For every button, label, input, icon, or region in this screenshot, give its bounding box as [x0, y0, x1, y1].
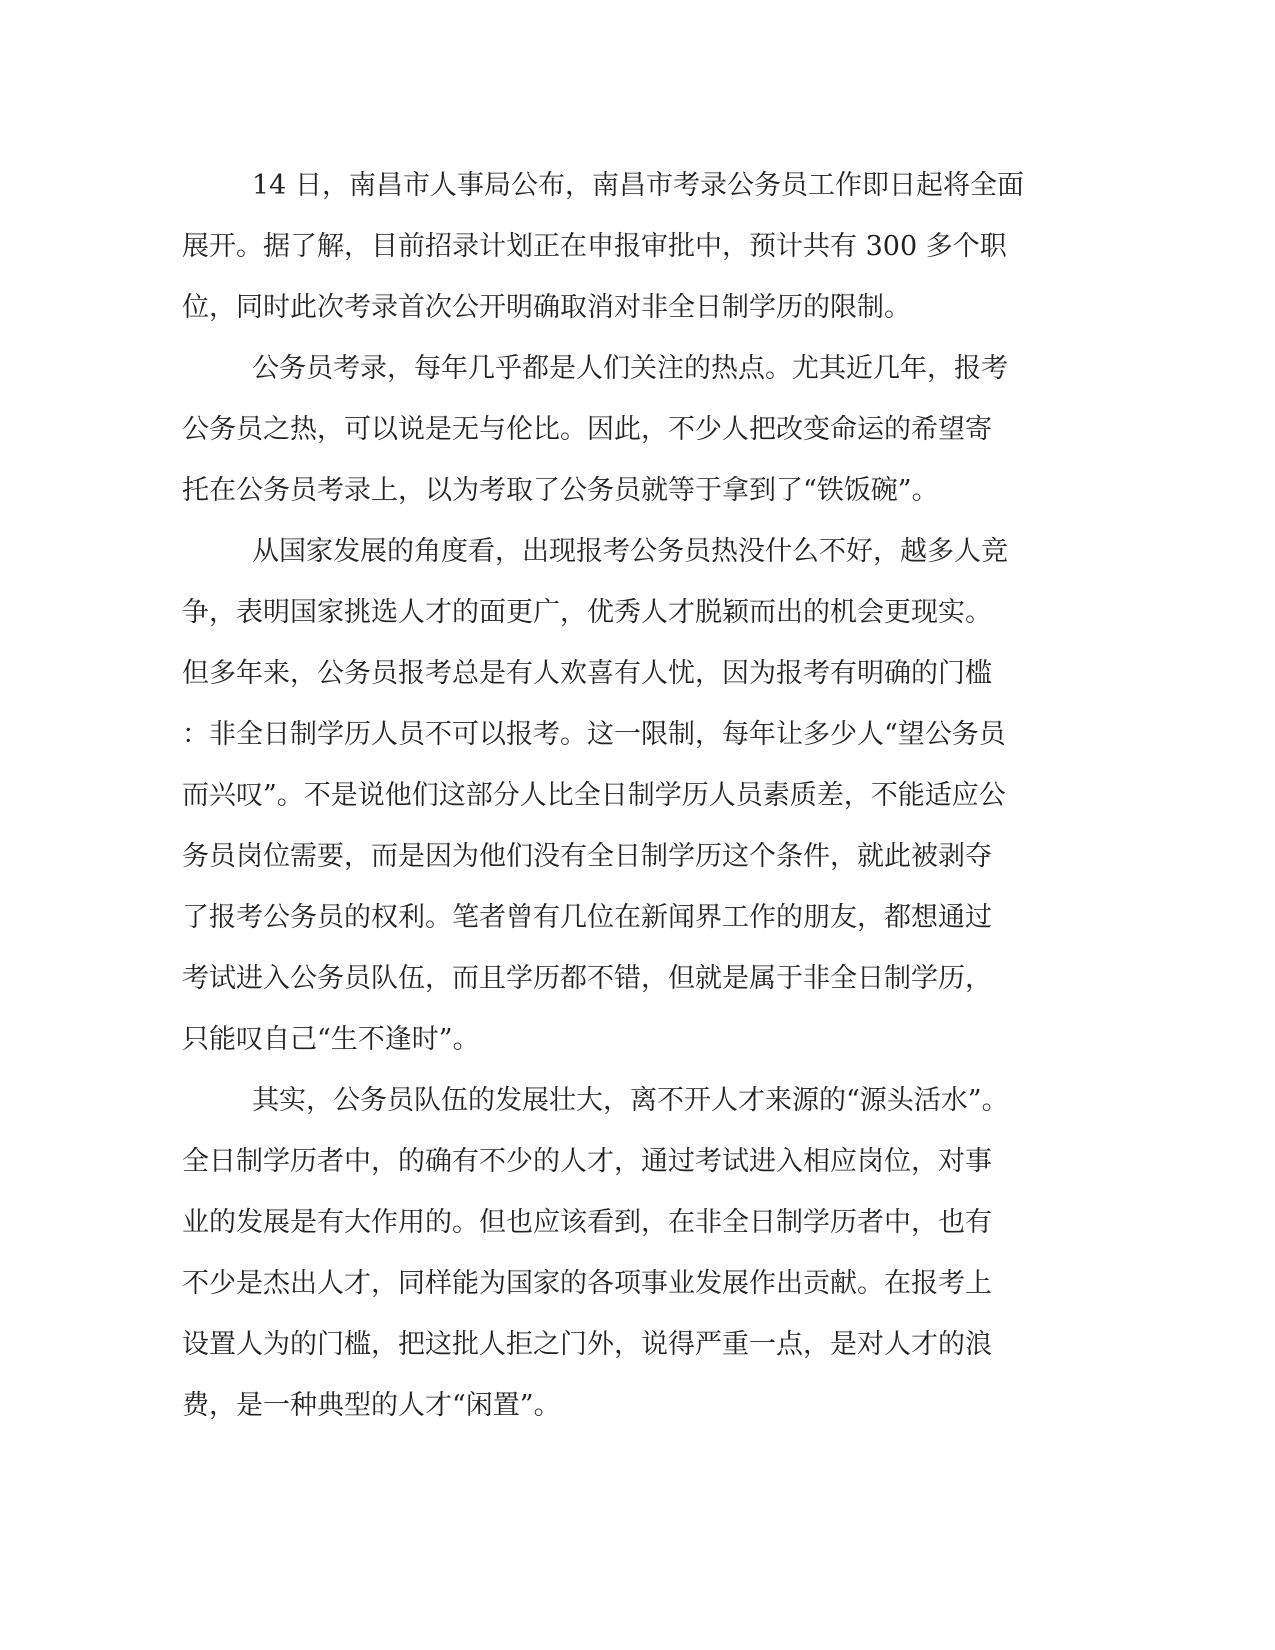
text-line: ：非全日制学历人员不可以报考。这一限制，每年让多少人“望公务员	[182, 719, 1006, 750]
paragraph-2	[182, 338, 1042, 521]
article-body	[182, 155, 1042, 1436]
text-line: 只能叹自己“生不逢时”。	[182, 1024, 480, 1055]
text-line: 业的发展是有大作用的。但也应该看到，在非全日制学历者中，也有	[182, 1207, 992, 1238]
text-line: 公务员之热，可以说是无与伦比。因此，不少人把改变命运的希望寄	[182, 414, 992, 445]
paragraph-1	[182, 155, 1042, 338]
text-line: 了报考公务员的权利。笔者曾有几位在新闻界工作的朋友，都想通过	[182, 902, 992, 933]
text-line: 但多年来，公务员报考总是有人欢喜有人忧，因为报考有明确的门槛	[182, 658, 992, 689]
text-line: 14 日，南昌市人事局公布，南昌市考录公务员工作即日起将全面	[252, 170, 1024, 201]
paragraph-4	[182, 1070, 1042, 1436]
text-line: 而兴叹”。不是说他们这部分人比全日制学历人员素质差，不能适应公	[182, 780, 1006, 811]
text-line: 位，同时此次考录首次公开明确取消对非全日制学历的限制。	[182, 292, 911, 323]
text-line: 不少是杰出人才，同样能为国家的各项事业发展作出贡献。在报考上	[182, 1268, 992, 1299]
text-line: 考试进入公务员队伍，而且学历都不错，但就是属于非全日制学历，	[182, 963, 992, 994]
text-line: 设置人为的门槛，把这批人拒之门外，说得严重一点，是对人才的浪	[182, 1329, 992, 1360]
text-line: 托在公务员考录上，以为考取了公务员就等于拿到了“铁饭碗”。	[182, 475, 939, 506]
text-line: 全日制学历者中，的确有不少的人才，通过考试进入相应岗位，对事	[182, 1146, 992, 1177]
text-line: 其实，公务员队伍的发展壮大，离不开人才来源的“源头活水”。	[252, 1085, 1009, 1116]
text-line: 务员岗位需要，而是因为他们没有全日制学历这个条件，就此被剥夺	[182, 841, 992, 872]
paragraph-3	[182, 521, 1042, 1070]
text-line: 从国家发展的角度看，出现报考公务员热没什么不好，越多人竞	[252, 536, 1008, 567]
text-line: 公务员考录，每年几乎都是人们关注的热点。尤其近几年，报考	[252, 353, 1008, 384]
text-line: 展开。据了解，目前招录计划正在申报审批中，预计共有 300 多个职	[182, 231, 1007, 262]
text-line: 争，表明国家挑选人才的面更广，优秀人才脱颖而出的机会更现实。	[182, 597, 992, 628]
text-line: 费，是一种典型的人才“闲置”。	[182, 1390, 561, 1421]
